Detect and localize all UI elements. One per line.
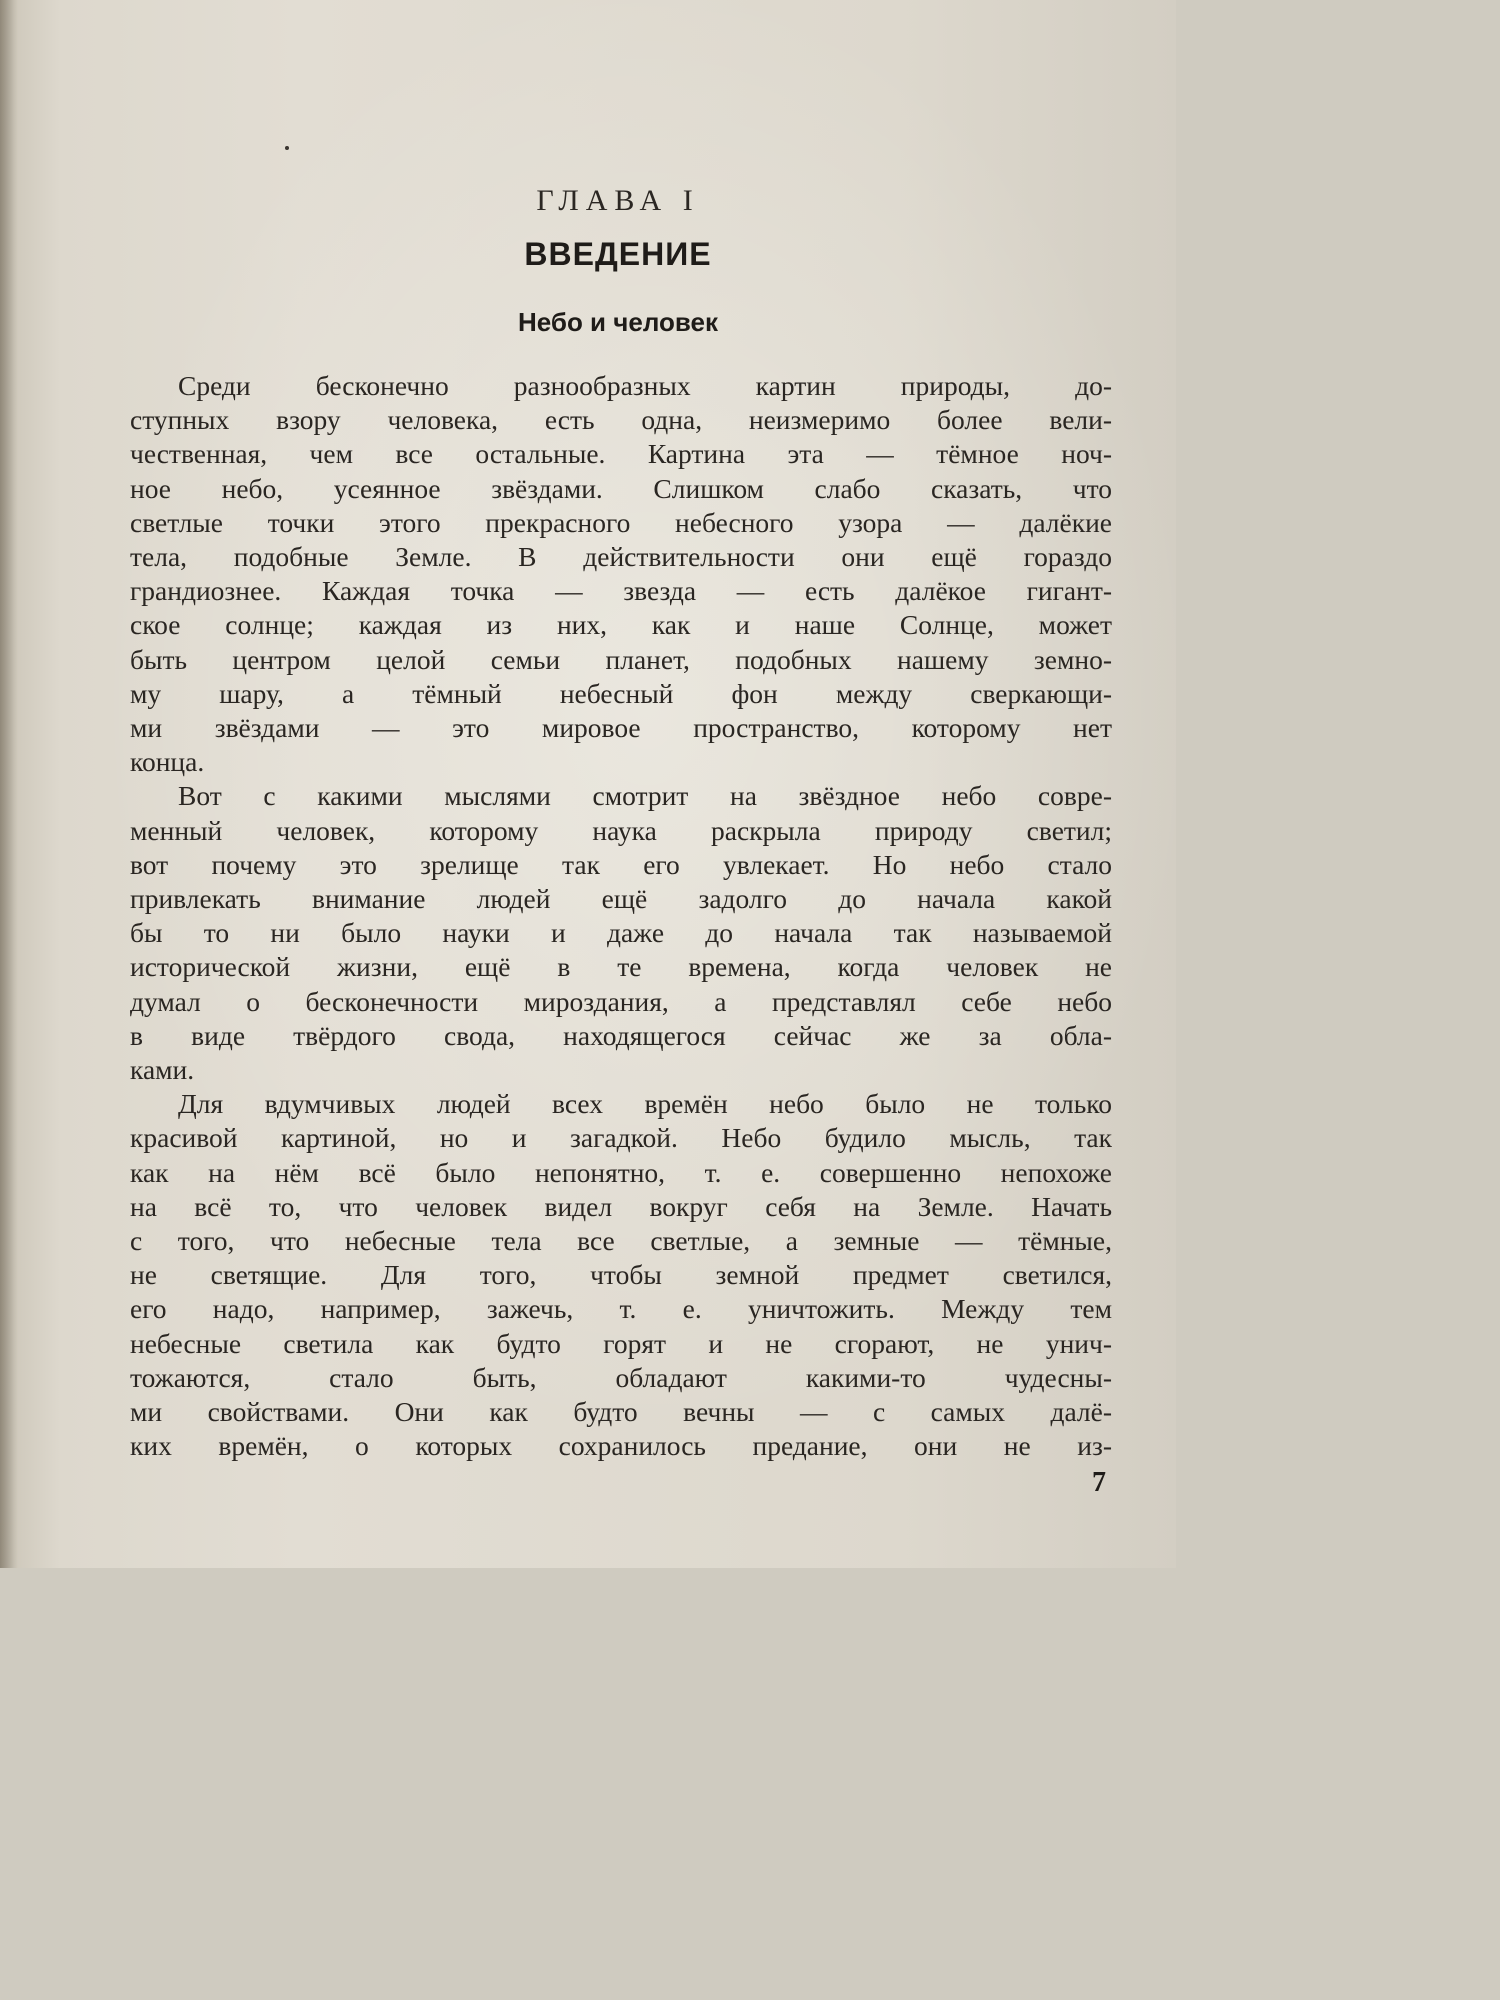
text-line: Среди бесконечно разнообразных картин природы, до- bbox=[178, 370, 1112, 401]
text-line: грандиознее. Каждая точка — звезда — есть далёкое гигант- bbox=[130, 575, 1112, 607]
text-line: красивой картиной, но и загадкой. Небо будило мысль, так bbox=[130, 1122, 1112, 1154]
text-line: ное небо, усеянное звёздами. Слишком слабо сказать, что bbox=[130, 472, 1112, 504]
text-line: менный человек, которому наука раскрыла природу светил; bbox=[130, 814, 1112, 846]
text-line: с того, что небесные тела все светлые, а земные — тёмные, bbox=[130, 1225, 1112, 1257]
page-number: 7 bbox=[1092, 1467, 1106, 1498]
text-line: его надо, например, зажечь, т. е. уничтожить. Между тем bbox=[130, 1293, 1112, 1325]
body-text bbox=[130, 369, 1112, 1464]
chapter-title: ВВЕДЕНИЕ bbox=[524, 236, 712, 272]
text-line: конца. bbox=[130, 746, 205, 778]
text-line: му шару, а тёмный небесный фон между сверкающи- bbox=[130, 677, 1112, 709]
text-line: быть центром целой семьи планет, подобных нашему земно- bbox=[130, 643, 1112, 675]
text-line: небесные светила как будто горят и не сгорают, не унич- bbox=[130, 1327, 1112, 1359]
text-line: тела, подобные Земле. В действительности они ещё гораздо bbox=[130, 541, 1112, 573]
text-line: вот почему это зрелище так его увлекает. Но небо стало bbox=[130, 848, 1112, 880]
text-line: ское солнце; каждая из них, как и наше Солнце, может bbox=[130, 609, 1112, 641]
ink-speck bbox=[285, 146, 289, 150]
text-line: на всё то, что человек видел вокруг себя на Земле. Начать bbox=[130, 1190, 1112, 1222]
text-line: думал о бесконечности мироздания, а представлял себе небо bbox=[130, 985, 1112, 1017]
text-line: как на нём всё было непонятно, т. е. совершенно непохоже bbox=[130, 1156, 1112, 1188]
text-line: исторической жизни, ещё в те времена, когда человек не bbox=[130, 951, 1112, 983]
text-line: привлекать внимание людей ещё задолго до начала какой bbox=[130, 883, 1112, 915]
text-line: светлые точки этого прекрасного небесного узора — далёкие bbox=[130, 506, 1112, 538]
section-title: Небо и человек bbox=[518, 307, 718, 337]
text-line: в виде твёрдого свода, находящегося сейчас же за обла- bbox=[130, 1019, 1112, 1051]
text-line: ми звёздами — это мировое пространство, которому нет bbox=[130, 712, 1112, 744]
text-line: не светящие. Для того, чтобы земной предмет светился, bbox=[130, 1259, 1112, 1291]
text-line: ступных взору человека, есть одна, неизмеримо более вели- bbox=[130, 404, 1112, 436]
text-line: чественная, чем все остальные. Картина эта — тёмное ноч- bbox=[130, 438, 1112, 470]
text-line: ками. bbox=[130, 1054, 195, 1086]
chapter-label: ГЛАВА I bbox=[536, 184, 700, 217]
text-line: Вот с какими мыслями смотрит на звёздное небо совре- bbox=[178, 780, 1112, 812]
text-line: ких времён, о которых сохранилось предание, они не из- bbox=[130, 1430, 1112, 1462]
text-line: тожаются, стало быть, обладают какими-то чудесны- bbox=[130, 1361, 1112, 1393]
text-line: бы то ни было науки и даже до начала так называемой bbox=[130, 917, 1112, 949]
text-line: Для вдумчивых людей всех времён небо было не только bbox=[178, 1088, 1112, 1120]
text-line: ми свойствами. Они как будто вечны — с самых далё- bbox=[130, 1396, 1112, 1428]
